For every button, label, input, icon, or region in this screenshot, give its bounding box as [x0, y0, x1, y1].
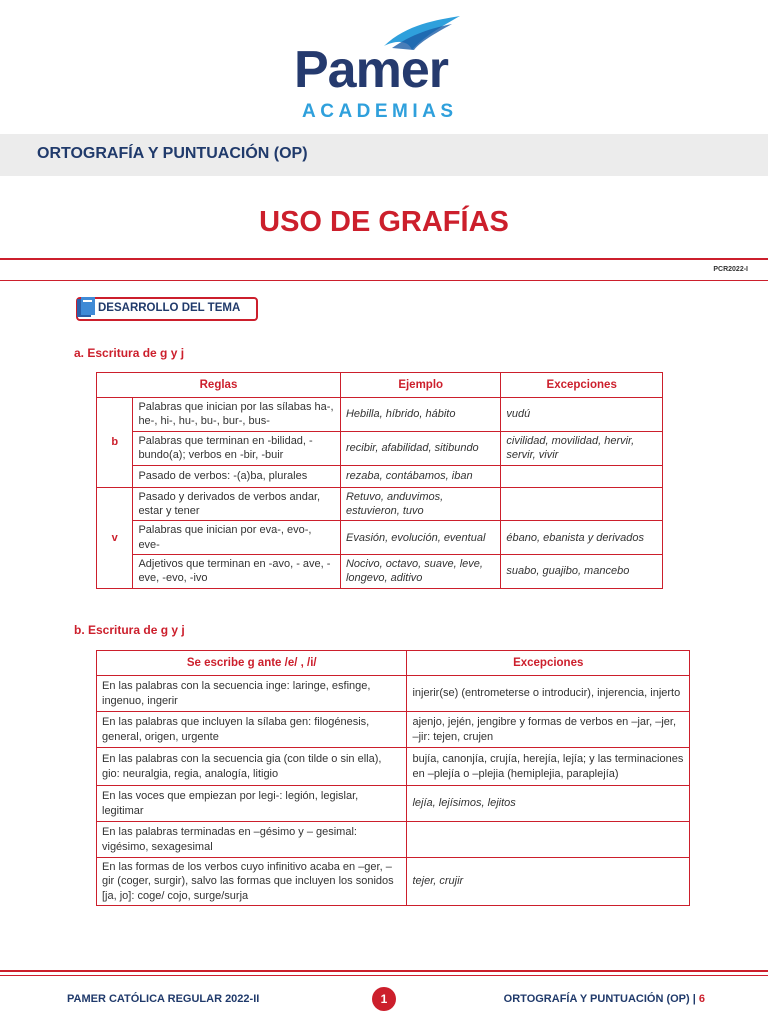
- table-g-j: [96, 650, 690, 906]
- table-header-row: [97, 651, 690, 676]
- footer-course: PAMER CATÓLICA REGULAR 2022-II: [67, 993, 260, 1005]
- exception-cell: bujía, canonjía, crujía, herejía, lejía; y las terminaciones en –plejía o –plejia (hemiplejia, paraplejía): [407, 748, 690, 786]
- rule-cell: Palabras que inician por las sílabas ha-, he-, hi-, hu-, bu-, bur-, bus-: [133, 398, 341, 432]
- page-title: USO DE GRAFÍAS: [259, 206, 509, 238]
- table-row: [97, 431, 663, 465]
- logo-name: Pamer: [294, 41, 448, 99]
- table-row: [97, 487, 663, 521]
- table-row: [97, 521, 663, 555]
- rule-cell: En las palabras con la secuencia gia (con tilde o sin ella), gio: neuralgia, regia, analogía, litigio: [97, 748, 407, 786]
- title-divider: [0, 258, 768, 260]
- tema-label: [70, 293, 256, 321]
- rule-cell: En las formas de los verbos cuyo infinitivo acaba en –ger, –gir (coger, surgir), salvo las formas que incluyen los sonidos [ja, jo]: coge/ cojo, surge/surja: [97, 858, 407, 906]
- table-row: [97, 398, 663, 432]
- example-cell: rezaba, contábamos, iban: [340, 465, 500, 487]
- pamer-logo: [290, 14, 480, 122]
- exception-cell: civilidad, movilidad, hervir, servir, vivir: [501, 431, 663, 465]
- rule-cell: En las voces que empiezan por legi-: legión, legislar, legitimar: [97, 786, 407, 822]
- footer-rule-top: [0, 970, 768, 972]
- footer-rule-bottom: [0, 975, 768, 976]
- table-header-row: [97, 373, 663, 398]
- rule-cell: En las palabras con la secuencia inge: laringe, esfinge, ingenuo, ingerir: [97, 676, 407, 712]
- rule-cell: Pasado de verbos: -(a)ba, plurales: [133, 465, 341, 487]
- header-excepciones: Excepciones: [501, 373, 663, 398]
- table-b-v: [96, 372, 663, 589]
- exception-cell: injerir(se) (entrometerse o introducir), injerencia, injerto: [407, 676, 690, 712]
- exception-cell: vudú: [501, 398, 663, 432]
- example-cell: Hebilla, híbrido, hábito: [340, 398, 500, 432]
- table-row: [97, 858, 690, 906]
- footer-separator: |: [692, 993, 696, 1005]
- header-exceptions: Excepciones: [407, 651, 690, 676]
- rule-cell: Adjetivos que terminan en -avo, - ave, -eve, -evo, -ivo: [133, 555, 341, 589]
- exception-cell: tejer, crujir: [407, 858, 690, 906]
- table-row: [97, 822, 690, 858]
- footer-subject: [504, 993, 705, 1005]
- table-row: [97, 712, 690, 748]
- rule-cell: Pasado y derivados de verbos andar, estar y tener: [133, 487, 341, 521]
- example-cell: Nocivo, octavo, suave, leve, longevo, aditivo: [340, 555, 500, 589]
- books-icon: [74, 295, 100, 319]
- logo-subtitle: ACADEMIAS: [302, 101, 458, 122]
- code-divider: [0, 280, 768, 281]
- exception-cell: ajenjo, jején, jengibre y formas de verbos en –jar, –jer, –jir: tejen, crujen: [407, 712, 690, 748]
- letter-v: v: [97, 487, 133, 588]
- exception-cell: [501, 465, 663, 487]
- footer-page-number: 6: [698, 993, 705, 1005]
- footer-subject-text: ORTOGRAFÍA Y PUNTUACIÓN (OP): [503, 993, 690, 1005]
- letter-b: b: [97, 398, 133, 488]
- example-cell: Evasión, evolución, eventual: [340, 521, 500, 555]
- exception-cell: [407, 822, 690, 858]
- footer-page-badge: 1: [372, 987, 396, 1011]
- rule-cell: En las palabras terminadas en –gésimo y – gesimal: vigésimo, sexagesimal: [97, 822, 407, 858]
- rule-cell: Palabras que terminan en -bilidad, -bundo(a); verbos en -bir, -buir: [133, 431, 341, 465]
- exception-cell: suabo, guajibo, mancebo: [501, 555, 663, 589]
- subject-title: ORTOGRAFÍA Y PUNTUACIÓN (OP): [37, 145, 308, 162]
- table-row: [97, 786, 690, 822]
- rule-cell: Palabras que inician por eva-, evo-, eve-: [133, 521, 341, 555]
- table-row: [97, 555, 663, 589]
- exception-cell: [501, 487, 663, 521]
- header-ejemplo: Ejemplo: [340, 373, 500, 398]
- table-row: [97, 676, 690, 712]
- subject-band: [0, 134, 768, 176]
- section-a-heading: a. Escritura de g y j: [74, 346, 185, 360]
- exception-cell: ébano, ebanista y derivados: [501, 521, 663, 555]
- table-row: [97, 748, 690, 786]
- example-cell: recibir, afabilidad, sitibundo: [340, 431, 500, 465]
- header-rule: Se escribe g ante /e/ , /i/: [97, 651, 407, 676]
- tema-box: [76, 297, 258, 321]
- rule-cell: En las palabras que incluyen la sílaba gen: filogénesis, general, origen, urgente: [97, 712, 407, 748]
- table-row: [97, 465, 663, 487]
- tema-label-text: DESARROLLO DEL TEMA: [98, 302, 241, 314]
- exception-cell: lejía, lejísimos, lejitos: [407, 786, 690, 822]
- document-code: PCR2022-I: [713, 266, 748, 273]
- header-reglas: Reglas: [97, 373, 341, 398]
- example-cell: Retuvo, anduvimos, estuvieron, tuvo: [340, 487, 500, 521]
- section-b-heading: b. Escritura de g y j: [74, 623, 185, 637]
